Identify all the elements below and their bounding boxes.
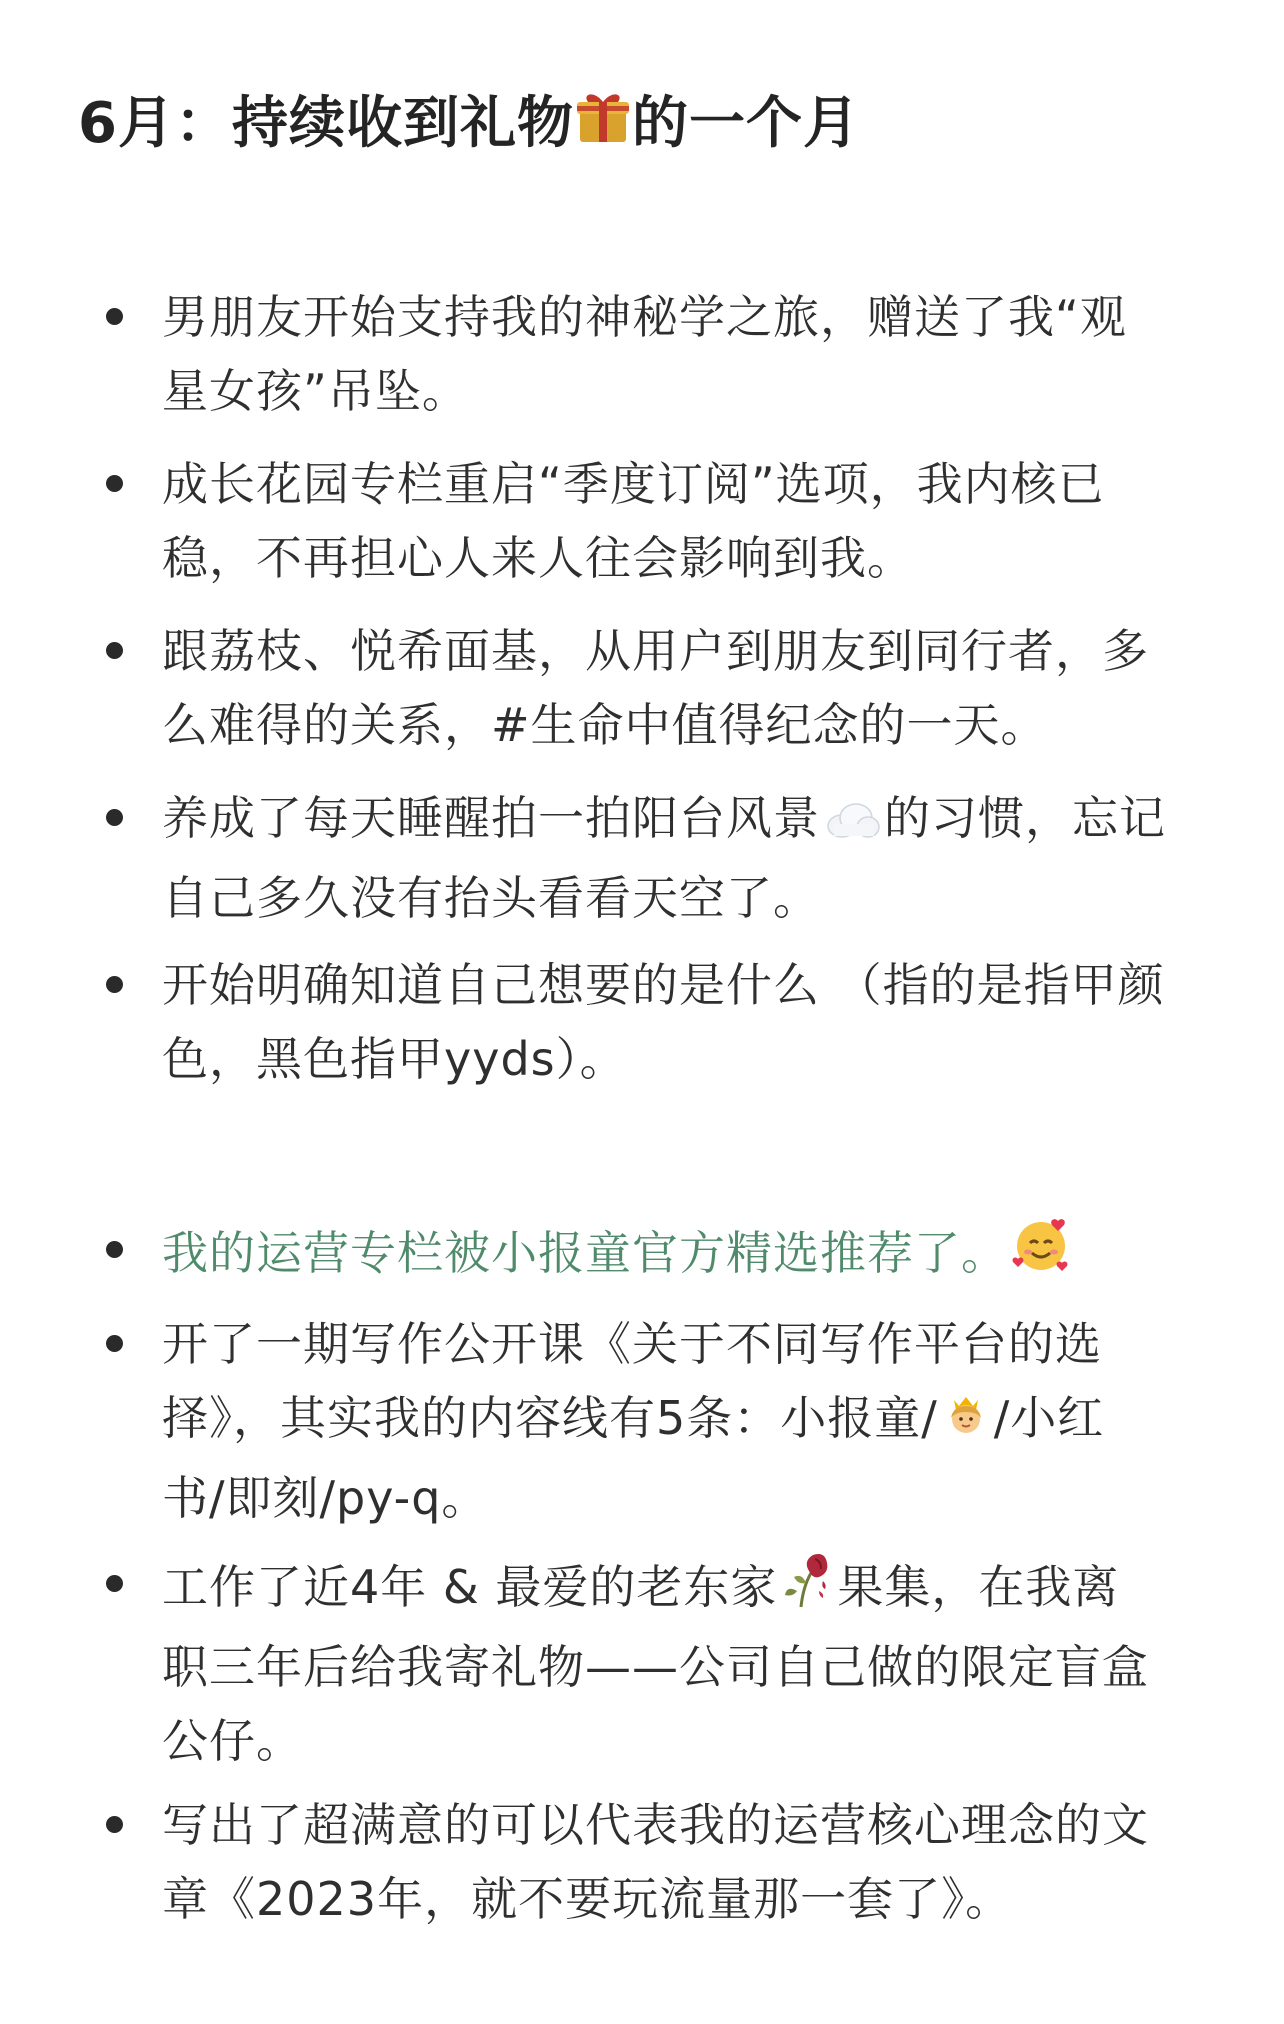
text-segment: /小红 (993, 1391, 1105, 1445)
list-item-line: 成长花园专栏重启“季度订阅”选项，我内核已 (162, 457, 1105, 511)
text-segment: 工作了近4年 & 最爱的老东家 (162, 1560, 778, 1614)
bullet-dot (106, 642, 123, 659)
list-item (162, 948, 1222, 1096)
text-segment: 果集，在我离 (837, 1560, 1120, 1614)
list-item (162, 1307, 1222, 1535)
bullet-dot (106, 1816, 123, 1833)
list-item-line: 写出了超满意的可以代表我的运营核心理念的文 (162, 1798, 1149, 1852)
page-title (78, 88, 860, 164)
highlight-text: 我的运营专栏被小报童官方精选推荐了。 (162, 1226, 1008, 1280)
list-item-line: 公仔。 (162, 1714, 303, 1768)
list-item (162, 781, 1222, 935)
cloud-icon (822, 787, 882, 861)
list-item-line: 稳，不再担心人来人往会影响到我。 (162, 531, 914, 585)
list-item-line: 书/即刻/py-q。 (162, 1471, 489, 1525)
bullet-dot (106, 1335, 123, 1352)
list-item-line: 男朋友开始支持我的神秘学之旅，赠送了我“观 (162, 290, 1127, 344)
list-item (162, 614, 1222, 762)
list-item-line (162, 1547, 1222, 1630)
list-item (162, 280, 1222, 428)
bullet-dot (106, 475, 123, 492)
list-item-line: 星女孩”吊坠。 (162, 364, 469, 418)
list-item-line: 章《2023年，就不要玩流量那一套了》。 (162, 1872, 1013, 1926)
list-item-line (162, 781, 1222, 861)
list-item (162, 1547, 1222, 1778)
text-segment: 养成了每天睡醒拍一拍阳台风景 (162, 791, 820, 845)
list-item-line: 职三年后给我寄礼物——公司自己做的限定盲盒 (162, 1640, 1149, 1694)
list-item-line: 开了一期写作公开课《关于不同写作平台的选 (162, 1317, 1102, 1371)
smiling-face-with-hearts-icon (1010, 1213, 1072, 1296)
list-item-line: 么难得的关系，#生命中值得纪念的一天。 (162, 698, 1048, 752)
bullet-dot (106, 1575, 123, 1592)
list-item-line: 色，黑色指甲yyds）。 (162, 1032, 627, 1086)
list-item-line: 跟荔枝、悦希面基，从用户到朋友到同行者，多 (162, 624, 1149, 678)
princess-icon (940, 1387, 992, 1461)
list-item-line (162, 1381, 1222, 1461)
list-item-line: 自己多久没有抬头看看天空了。 (162, 871, 820, 925)
list-item (162, 1788, 1222, 1936)
title-text-start: 6月：持续收到礼物 (78, 91, 574, 156)
title-text-end: 的一个月 (631, 91, 860, 156)
bullet-dot (106, 809, 123, 826)
list-item-highlight (162, 1213, 1222, 1296)
list-item (162, 447, 1222, 595)
text-segment: 的习惯，忘记 (884, 791, 1166, 845)
list-item-line: 开始明确知道自己想要的是什么 （指的是指甲颜 (162, 958, 1165, 1012)
bullet-dot (106, 308, 123, 325)
wilted-flower-icon (779, 1547, 835, 1630)
text-segment: 择》，其实我的内容线有5条：小报童/ (162, 1391, 938, 1445)
list-item-line (162, 1213, 1222, 1296)
bullet-dot (106, 1241, 123, 1258)
bullet-dot (106, 976, 123, 993)
gift-icon (574, 88, 632, 164)
